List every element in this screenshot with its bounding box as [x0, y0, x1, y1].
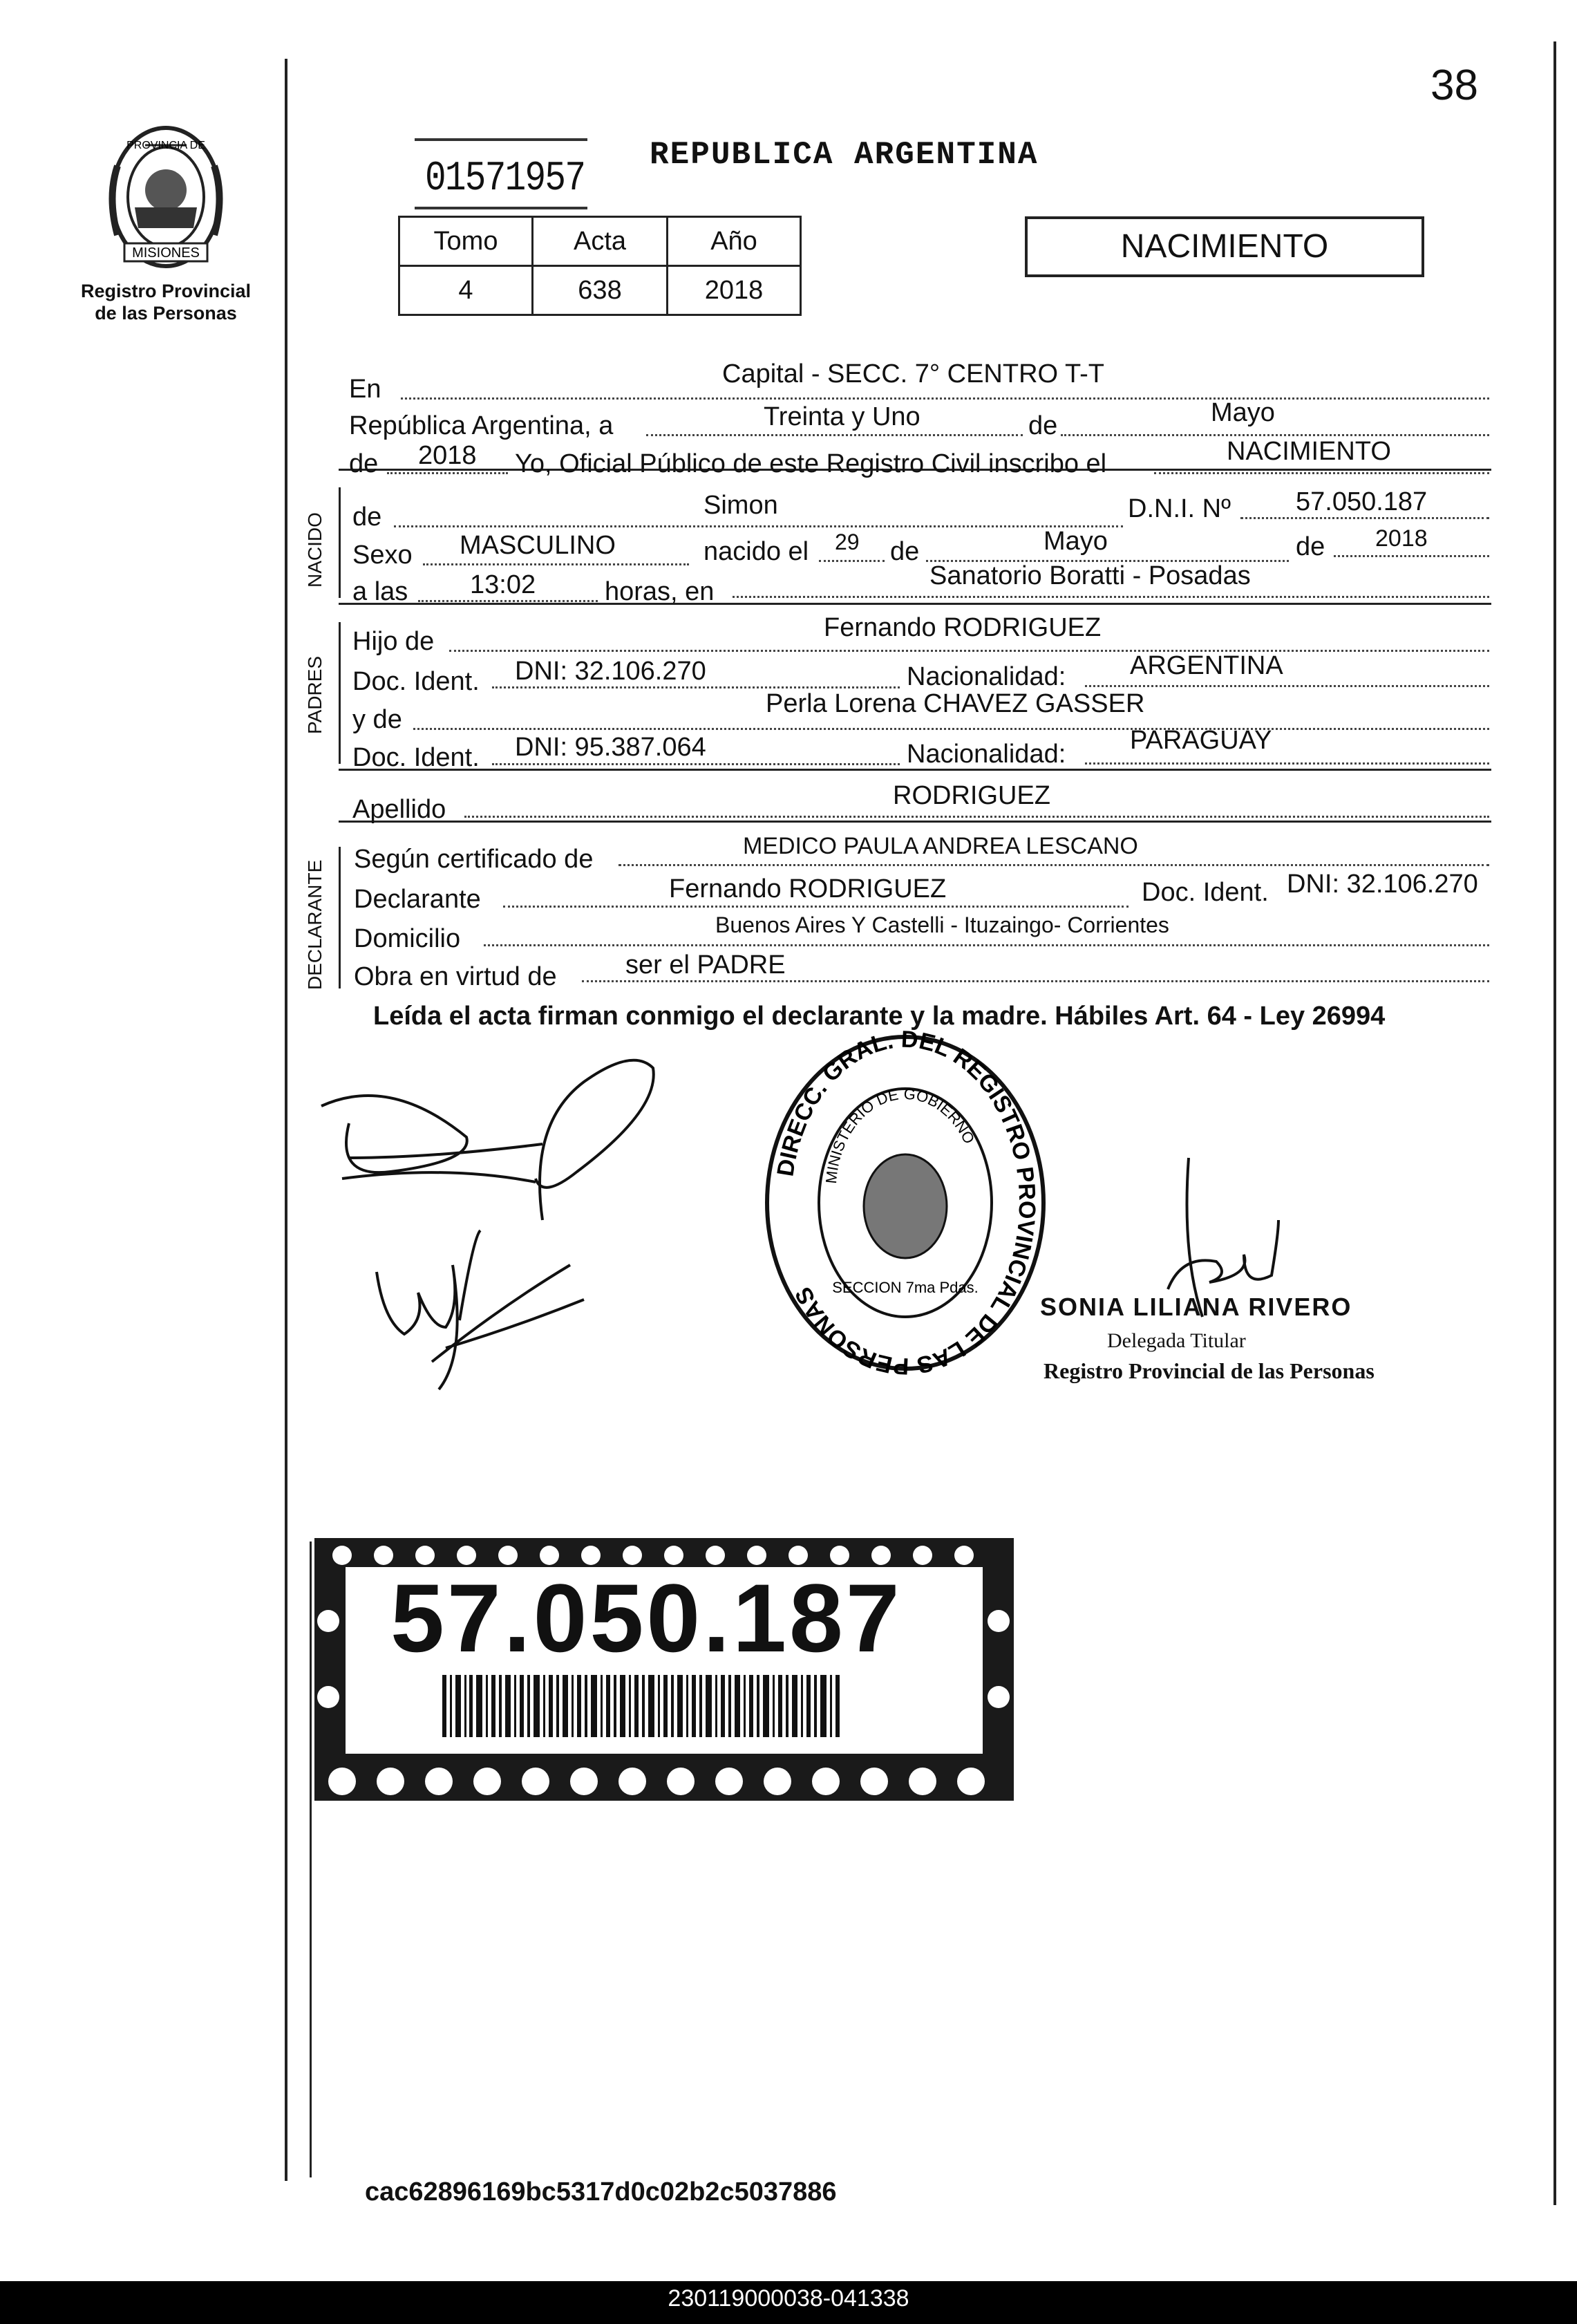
value-tomo: 4 — [399, 266, 533, 315]
obra-value: ser el PADRE — [625, 950, 786, 980]
declarant-signature — [308, 1040, 667, 1248]
sexo-value: MASCULINO — [460, 531, 616, 560]
official-stamp — [753, 1030, 1057, 1376]
logo-text-bottom: MISIONES — [132, 245, 200, 261]
y-de-label: y de — [352, 705, 402, 734]
document-hash: cac62896169bc5317d0c02b2c5037886 — [365, 2177, 837, 2206]
nacido-el-label: nacido el — [703, 537, 809, 566]
sexo-dots — [423, 563, 689, 565]
right-margin-rule — [1554, 41, 1556, 2205]
hijo-label: Hijo de — [352, 627, 435, 656]
day-dots — [646, 434, 1023, 436]
year-value: 2018 — [418, 441, 477, 470]
header-acta: Acta — [533, 217, 668, 266]
de2-label: de — [349, 449, 379, 478]
de3-label: de — [352, 503, 382, 532]
stamp-outer-text: DIRECC. GRAL. DEL REGISTRO PROVINCIAL DE LAS PERSONAS — [772, 1030, 1041, 1376]
father-dots — [449, 650, 1489, 652]
en-value: Capital - SECC. 7° CENTRO T-T — [722, 359, 1104, 388]
name-value: Simon — [703, 491, 778, 520]
apellido-value: RODRIGUEZ — [893, 781, 1050, 810]
sexo-label: Sexo — [352, 541, 413, 570]
month-value: Mayo — [1211, 398, 1275, 427]
en-dots — [401, 397, 1489, 400]
declarante-dots — [503, 906, 1129, 908]
footer-code: 230119000038-041338 — [668, 2285, 909, 2312]
closing-statement: Leída el acta firman conmigo el declarante y la madre. Hábiles Art. 64 - Ley 26994 — [373, 1002, 1386, 1031]
nacido-side-rule — [339, 487, 341, 598]
mother-doc: DNI: 95.387.064 — [515, 733, 706, 762]
stamp-section-text: SECCION 7ma Pdas. — [832, 1279, 979, 1296]
birth-day: 29 — [835, 530, 860, 554]
logo-caption-line1: Registro Provincial — [80, 281, 252, 301]
left-inner-rule — [310, 1541, 312, 2177]
father-doc: DNI: 32.106.270 — [515, 657, 706, 686]
padres-side-rule — [339, 622, 341, 764]
province-logo — [97, 118, 235, 277]
padres-section-label: PADRES — [304, 655, 325, 734]
logo-caption-line2: de las Personas — [95, 303, 237, 324]
certificado-label: Según certificado de — [354, 845, 594, 874]
obra-dots — [582, 980, 1489, 982]
declarante-value: Fernando RODRIGUEZ — [669, 874, 947, 903]
left-margin-rule — [285, 59, 287, 2181]
horas-label: horas, en — [605, 577, 715, 606]
apellido-dots — [464, 816, 1489, 818]
a-las-label: a las — [352, 577, 408, 606]
nacido-section-label: NACIDO — [304, 512, 325, 588]
dni-value: 57.050.187 — [1296, 487, 1428, 516]
declarante-label: Declarante — [354, 885, 481, 914]
republica-label: República Argentina, a — [349, 411, 614, 440]
hour-value: 13:02 — [470, 570, 536, 599]
father-doc-dots — [492, 686, 900, 688]
inscribo-value: NACIMIENTO — [1227, 437, 1391, 466]
father-nat-dots — [1085, 685, 1489, 687]
declarante-side-rule — [339, 847, 341, 988]
certificado-dots — [618, 864, 1489, 866]
mother-nat: PARAGUAY — [1130, 726, 1272, 755]
value-acta: 638 — [533, 266, 668, 315]
page-number: 38 — [1430, 62, 1478, 109]
section-rule-2 — [339, 603, 1491, 605]
doc3-label: Doc. Ident. — [1142, 878, 1269, 907]
place-value: Sanatorio Boratti - Posadas — [929, 561, 1251, 590]
header-tomo: Tomo — [399, 217, 533, 266]
domicilio-label: Domicilio — [354, 924, 461, 953]
doc2-label: Doc. Ident. — [352, 743, 480, 772]
official-role: Delegada Titular — [1107, 1329, 1246, 1352]
obra-label: Obra en virtud de — [354, 962, 557, 991]
dni-dots — [1240, 517, 1489, 519]
de5-label: de — [1296, 532, 1325, 561]
birth-year-dots — [1334, 555, 1489, 557]
birth-year: 2018 — [1375, 525, 1428, 552]
mother-signature — [363, 1224, 612, 1431]
stamp-inner-text: MINISTERIO DE GOBIERNO — [822, 1085, 979, 1185]
en-label: En — [349, 375, 381, 404]
name-dots — [394, 525, 1123, 527]
mother-nat-dots — [1085, 762, 1489, 765]
logo-text-top: PROVINCIA DE — [126, 140, 205, 151]
value-ano: 2018 — [668, 266, 801, 315]
apellido-label: Apellido — [352, 795, 446, 824]
domicilio-dots — [484, 944, 1489, 946]
inscribo-dots — [1154, 472, 1489, 474]
hour-dots — [418, 600, 598, 602]
de4-label: de — [890, 537, 920, 566]
inscribo-label: Yo, Oficial Público de este Registro Civil inscribo el — [515, 449, 1107, 478]
section-rule-4 — [339, 821, 1491, 823]
declarante-doc: DNI: 32.106.270 — [1287, 870, 1478, 899]
nac-label: Nacionalidad: — [907, 662, 1066, 691]
year-dots — [387, 472, 508, 474]
birth-day-dots — [819, 560, 885, 562]
place-dots — [733, 596, 1489, 598]
dni-label: D.N.I. Nº — [1128, 494, 1231, 523]
domicilio-value: Buenos Aires Y Castelli - Ituzaingo- Corrientes — [715, 912, 1169, 937]
official-office: Registro Provincial de las Personas — [1044, 1358, 1375, 1383]
document-title: REPUBLICA ARGENTINA — [650, 137, 1039, 173]
official-name: SONIA LILIANA RIVERO — [1040, 1293, 1352, 1321]
mother-dots — [413, 728, 1489, 730]
logo-caption — [66, 280, 266, 324]
mother-name: Perla Lorena CHAVEZ GASSER — [766, 689, 1145, 718]
header-ano: Año — [668, 217, 801, 266]
doc-label: Doc. Ident. — [352, 667, 480, 696]
birth-month: Mayo — [1044, 527, 1108, 556]
registry-table — [398, 216, 802, 316]
nac2-label: Nacionalidad: — [907, 740, 1066, 769]
mother-doc-dots — [492, 763, 900, 765]
father-name: Fernando RODRIGUEZ — [824, 613, 1102, 642]
declarante-section-label: DECLARANTE — [304, 859, 325, 990]
father-nat: ARGENTINA — [1130, 651, 1283, 680]
record-type-box: NACIMIENTO — [1025, 216, 1424, 277]
month-dots — [1061, 434, 1489, 436]
de-label: de — [1028, 411, 1058, 440]
certificado-value: MEDICO PAULA ANDREA LESCANO — [743, 833, 1138, 859]
serial-number: 01571957 — [425, 156, 585, 203]
barcode-number: 57.050.187 — [390, 1564, 903, 1672]
day-value: Treinta y Uno — [764, 402, 920, 431]
